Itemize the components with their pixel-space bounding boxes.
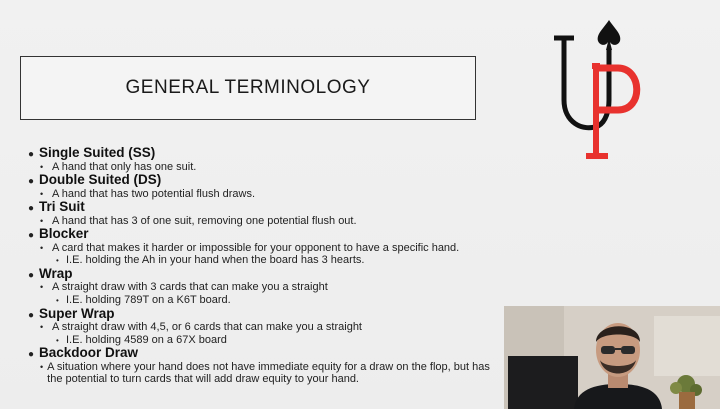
term-backdoor-draw <box>28 346 498 386</box>
bullet-icon: • <box>40 161 44 172</box>
term-super-wrap <box>28 307 498 347</box>
term-double-suited <box>28 173 498 200</box>
term-definition: A straight draw with 3 cards that can make you a straight <box>52 281 328 294</box>
term-example: I.E. holding 4589 on a 67X board <box>66 333 227 346</box>
term-single-suited <box>28 146 498 173</box>
bullet-icon: • <box>40 361 44 372</box>
bullet-icon: ● <box>28 149 35 160</box>
bullet-icon: • <box>40 282 44 293</box>
term-definition: A hand that has two potential flush draws. <box>52 187 256 200</box>
term-example: I.E. holding 789T on a K6T board. <box>66 294 231 307</box>
term-name: Backdoor Draw <box>39 345 139 361</box>
terms-list <box>28 146 498 386</box>
slide-title: GENERAL TERMINOLOGY <box>125 77 371 98</box>
term-wrap <box>28 267 498 307</box>
bullet-icon: • <box>40 242 44 253</box>
bullet-icon: • <box>40 215 44 226</box>
term-definition: A hand that only has one suit. <box>52 160 197 173</box>
term-name: Blocker <box>39 226 89 242</box>
term-name: Single Suited (SS) <box>39 145 156 160</box>
term-definition: A situation where your hand does not have immediate equity for a draw on the flop, but has the potential to turn cards that will add draw equity to your hand. <box>47 360 490 386</box>
bullet-icon: • <box>56 335 59 345</box>
term-name: Super Wrap <box>39 305 115 321</box>
term-blocker <box>28 227 498 267</box>
term-name: Tri Suit <box>39 199 85 215</box>
term-name: Wrap <box>39 265 73 281</box>
bullet-icon: • <box>40 322 44 333</box>
bullet-icon: ● <box>28 269 35 281</box>
term-definition: A straight draw with 4,5, or 6 cards that can make you a straight <box>52 321 362 334</box>
bullet-icon: ● <box>28 176 35 188</box>
bullet-icon: ● <box>28 230 35 242</box>
bullet-icon: • <box>56 256 59 266</box>
bullet-icon: ● <box>28 349 35 361</box>
term-definition: A card that makes it harder or impossible for your opponent to have a specific hand. <box>52 241 460 254</box>
term-definition: A hand that has 3 of one suit, removing one potential flush out. <box>52 214 357 227</box>
presenter-video-icon <box>504 306 720 409</box>
title-box <box>20 56 476 120</box>
bullet-icon: • <box>40 188 44 199</box>
webcam-video <box>504 306 720 409</box>
bullet-icon: ● <box>28 203 35 215</box>
bullet-icon: ● <box>28 309 35 321</box>
term-tri-suit <box>28 200 498 227</box>
term-example: I.E. holding the Ah in your hand when the board has 3 hearts. <box>66 254 365 267</box>
bullet-icon: • <box>56 296 59 306</box>
up-logo-icon <box>540 14 650 164</box>
term-name: Double Suited (DS) <box>39 172 162 188</box>
